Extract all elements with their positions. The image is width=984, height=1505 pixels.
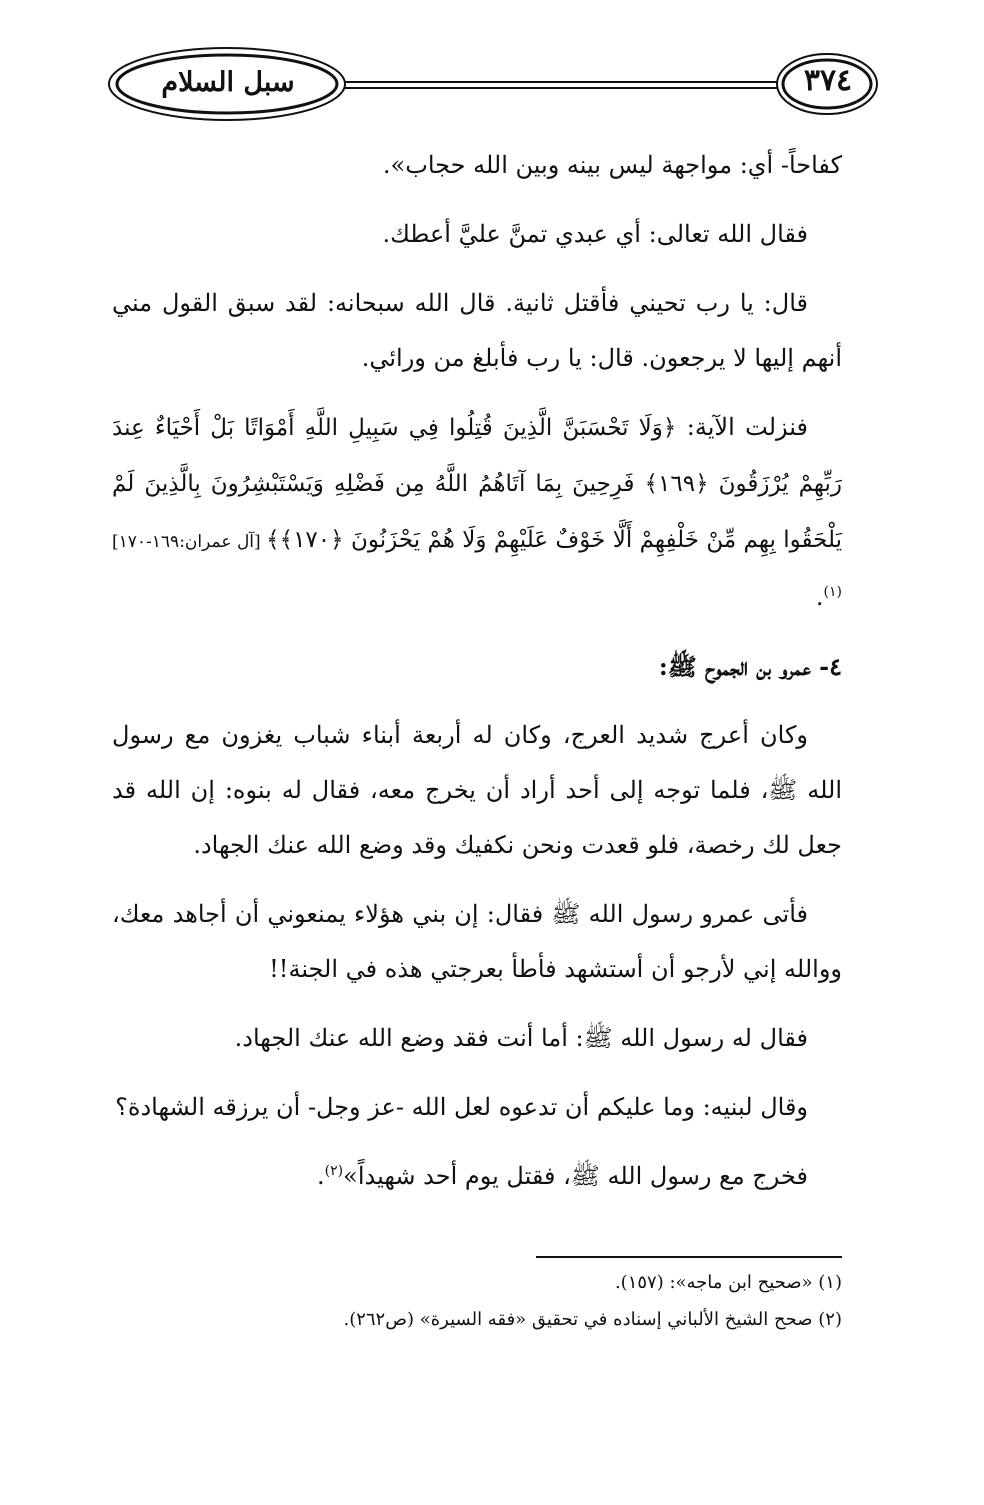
paragraph-2: فقال الله تعالى: أي عبدي تمنَّ عليَّ أعطك. (382, 220, 808, 248)
paragraph-3: قال: يا رب تحيني فأقتل ثانية. قال الله سبحانه: لقد سبق القول مني أنهم إليها لا يرجعون. قال: يا رب فأبلغ من ورائي. (112, 289, 842, 372)
page-header (105, 44, 880, 126)
verse-intro: فنزلت الآية: (676, 413, 808, 441)
paragraph-6: فأتى عمرو رسول الله ﷺ فقال: إن بني هؤلاء يمنعوني أن أجاهد معك، ووالله إني لأرجو أن أستشهد فأطأ بعرجتي هذه في الجنة!! (112, 900, 842, 983)
main-text (112, 138, 842, 1218)
paragraph-5: وكان أعرج شديد العرج، وكان له أربعة أبناء شباب يغزون مع رسول الله ﷺ، فلما توجه إلى أحد أراد أن يخرج معه، فقال له بنوه: إن الله قد جعل لك رخصة، فلو قعدت ونحن نكفيك وقد وضع الله عنك الجهاد. (112, 721, 842, 859)
book-title: سبل السلام (161, 67, 295, 98)
footnote-1: (١) «صحيح ابن ماجه»: (١٥٧). (614, 1272, 842, 1293)
paragraph-4 (112, 400, 842, 625)
paragraph-7: فقال له رسول الله ﷺ: أما أنت فقد وضع الله عنك الجهاد. (234, 1024, 808, 1052)
paragraph-9 (112, 1149, 842, 1204)
footnote-divider (536, 1256, 842, 1258)
verse-reference: [آل عمران:١٦٩-١٧٠] (112, 532, 267, 552)
paragraph-9-end: . (317, 1162, 325, 1190)
paragraph-8: وقال لبنيه: وما عليكم أن تدعوه لعل الله -عز وجل- أن يرزقه الشهادة؟ (115, 1093, 808, 1121)
page-number: ٣٧٤ (803, 63, 853, 98)
footnote-2: (٢) صحح الشيخ الألباني إسناده في تحقيق «فقه السيرة» (ص٢٦٢). (343, 1309, 842, 1330)
paragraph-9-text: فخرج مع رسول الله ﷺ، فقتل يوم أحد شهيداً» (343, 1162, 808, 1190)
section-heading: ٤- عمرو بن الجموح ﷺ: (658, 652, 842, 681)
footnote-marker-1: (١) (823, 584, 842, 600)
paragraph-1: كفاحاً- أي: مواجهة ليس بينه وبين الله حجاب». (382, 151, 842, 179)
paragraph-4-end: . (815, 583, 824, 611)
quran-verse: ﴿وَلَا تَحْسَبَنَّ الَّذِينَ قُتِلُوا فِي سَبِيلِ اللَّهِ أَمْوَاتًا بَلْ أَحْيَاءٌ عِندَ رَبِّهِمْ يُرْزَقُونَ ﴿١٦٩﴾ فَرِحِينَ بِمَا آتَاهُمُ اللَّهُ مِن فَضْلِهِ وَيَسْتَبْشِرُونَ بِالَّذِينَ لَمْ يَلْحَقُوا بِهِم مِّنْ خَلْفِهِمْ أَلَّا خَوْفٌ عَلَيْهِمْ وَلَا هُمْ يَحْزَنُونَ ﴿١٧٠﴾﴾ (112, 415, 842, 553)
footnotes (122, 1264, 842, 1338)
footnote-marker-2: (٢) (324, 1163, 344, 1179)
